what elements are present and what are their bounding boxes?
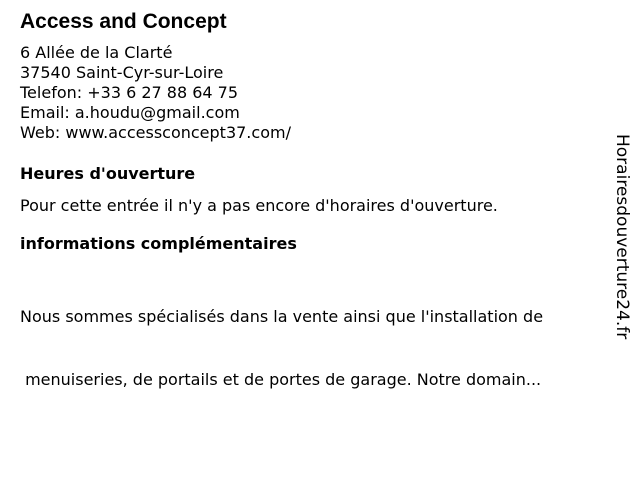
brand-watermark bbox=[612, 134, 634, 344]
additional-info-line-2: menuiseries, de portails et de portes de garage. Notre domain... bbox=[20, 370, 542, 389]
additional-info-line-1: Nous sommes spécialisés dans la vente ainsi que l'installation de bbox=[20, 307, 544, 326]
additional-info-text bbox=[20, 264, 543, 411]
opening-hours-heading: Heures d'ouverture bbox=[20, 164, 196, 183]
email-line: Email: a.houdu@gmail.com bbox=[20, 103, 240, 122]
additional-info-heading: informations complémentaires bbox=[20, 234, 297, 253]
address-line-2: 37540 Saint-Cyr-sur-Loire bbox=[20, 63, 224, 82]
brand-text: Horairesdouverture24.fr bbox=[612, 134, 632, 340]
address-line-1: 6 Allée de la Clarté bbox=[20, 43, 173, 62]
business-name: Access and Concept bbox=[20, 10, 227, 33]
web-line: Web: www.accessconcept37.com/ bbox=[20, 123, 291, 142]
opening-hours-text: Pour cette entrée il n'y a pas encore d'horaires d'ouverture. bbox=[20, 196, 498, 215]
phone-line: Telefon: +33 6 27 88 64 75 bbox=[20, 83, 239, 102]
contact-block bbox=[20, 43, 291, 143]
